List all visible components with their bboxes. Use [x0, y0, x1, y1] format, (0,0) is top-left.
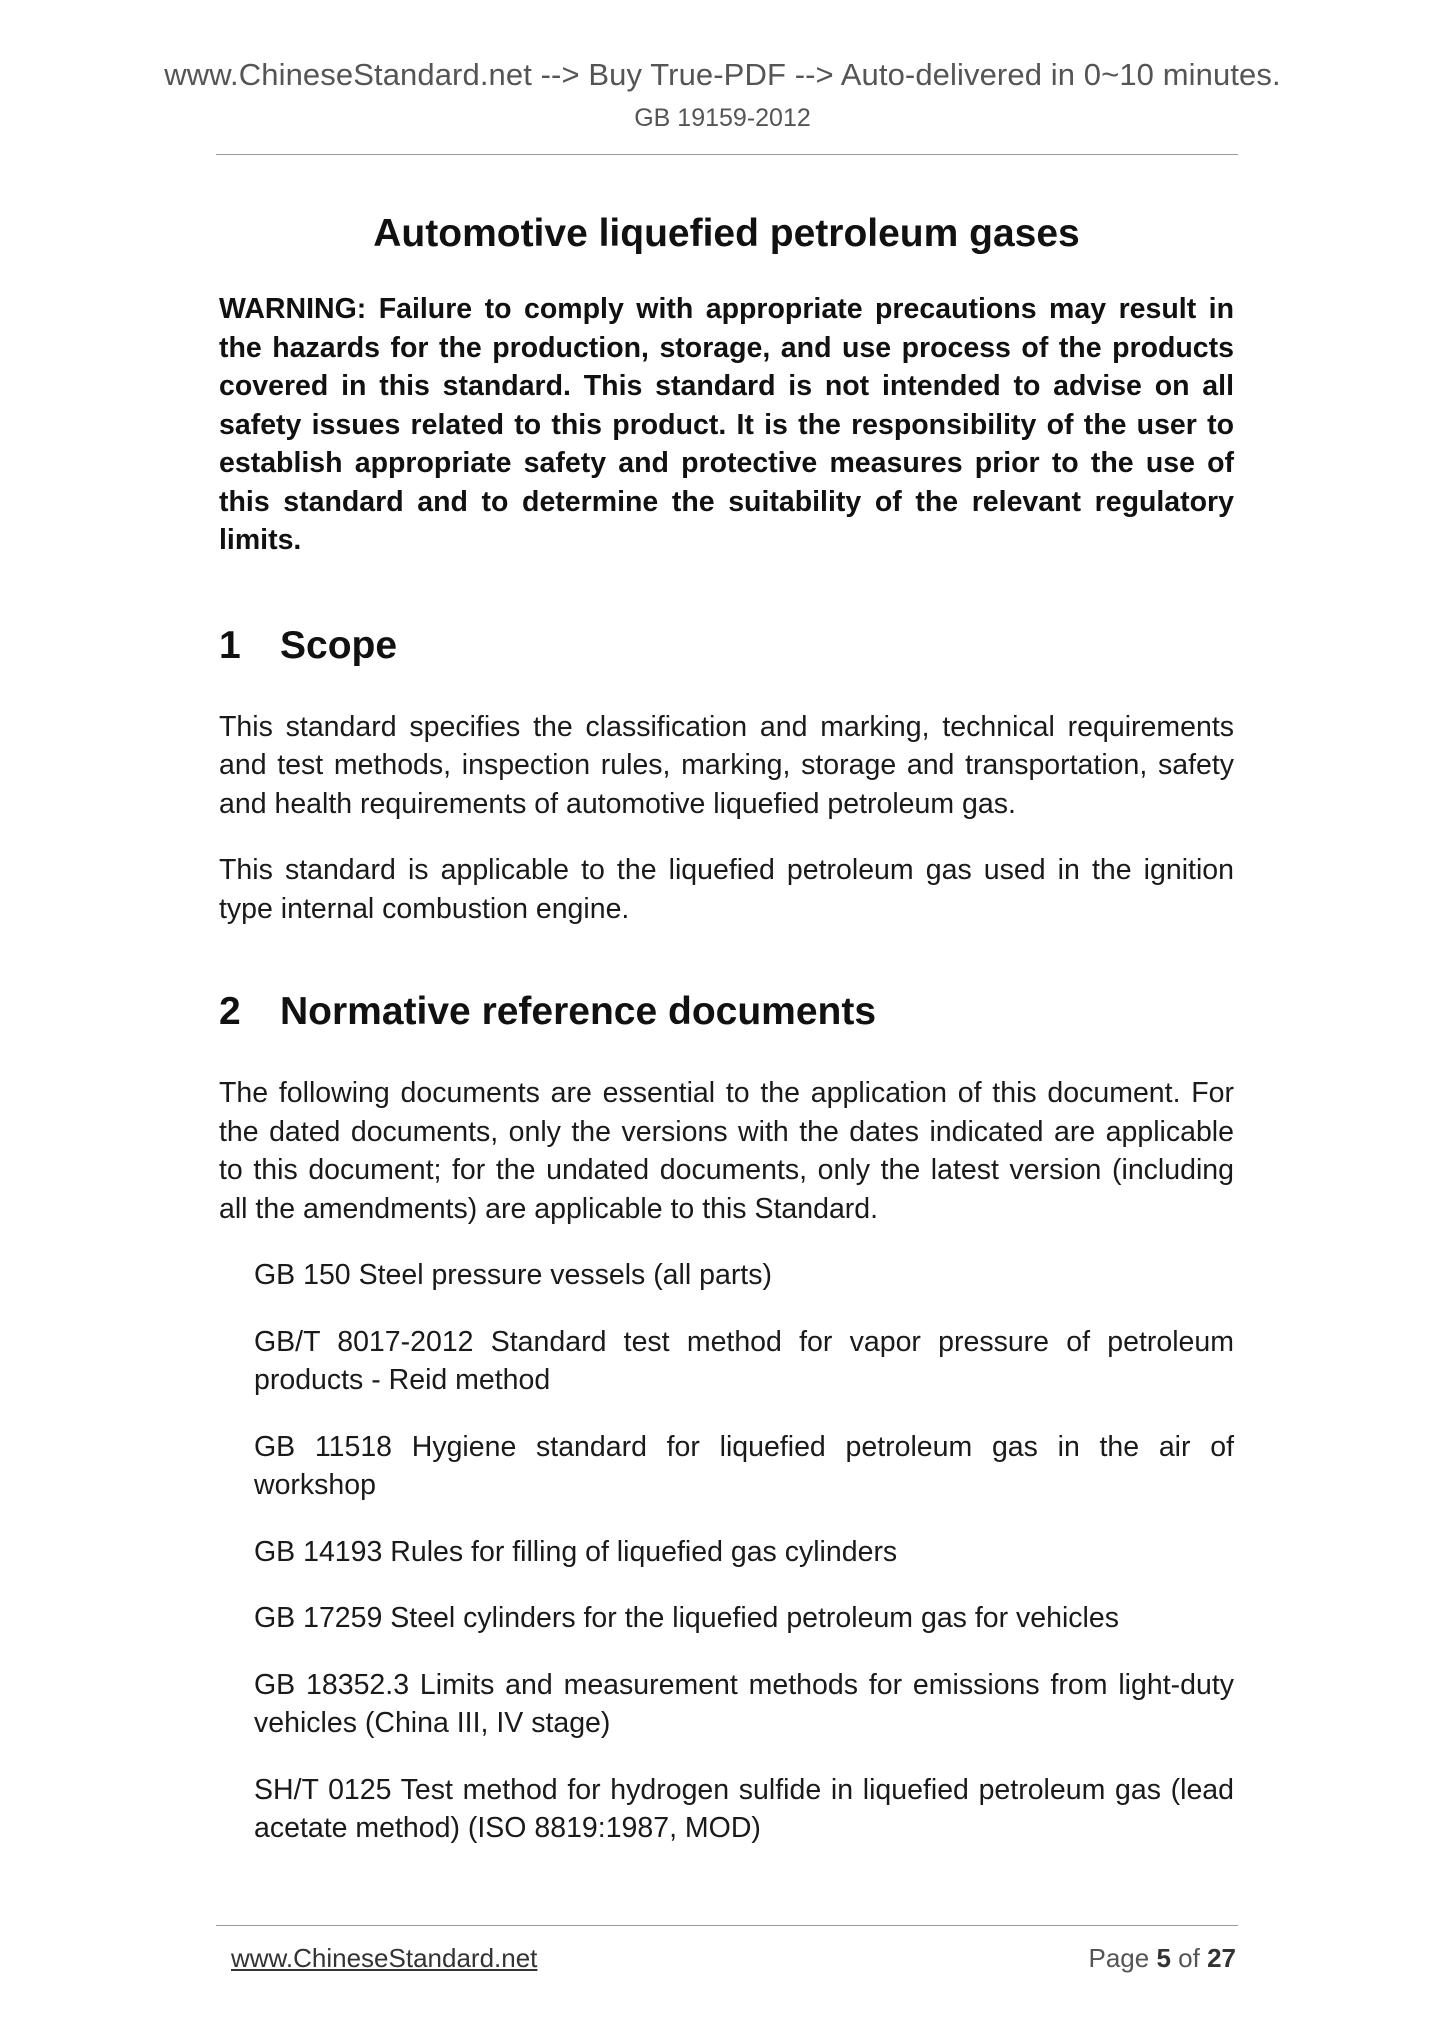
reference-item: GB/T 8017-2012 Standard test method for vapor pressure of petroleum products - Reid method — [254, 1325, 1234, 1396]
reference-item: SH/T 0125 Test method for hydrogen sulfide in liquefied petroleum gas (lead acetate method) (ISO 8819:1987, MOD) — [254, 1773, 1234, 1844]
reference-item: GB 17259 Steel cylinders for the liquefied petroleum gas for vehicles — [254, 1602, 1119, 1634]
scope-paragraph: This standard is applicable to the liquefied petroleum gas used in the ignition type internal combustion engine. — [219, 854, 1234, 925]
section-title: Normative reference documents — [280, 990, 877, 1033]
reference-list — [219, 1256, 1234, 1848]
reference-item: GB 11518 Hygiene standard for liquefied petroleum gas in the air of workshop — [254, 1430, 1234, 1501]
reference-item: GB 18352.3 Limits and measurement methods for emissions from light-duty vehicles (China III, IV stage) — [254, 1668, 1234, 1739]
warning-paragraph: WARNING: Failure to comply with appropriate precautions may result in the hazards for the production, storage, and use process of the products covered in this standard. This standard is not intended to advise on all safety issues related to this product. It is the responsibility of the user to establish appropriate safety and protective measures prior to the use of this standard and to determine the suitability of the relevant regulatory limits. — [219, 293, 1234, 556]
header-banner: www.ChineseStandard.net --> Buy True-PDF --> Auto-delivered in 0~10 minutes. — [164, 57, 1281, 92]
page-content — [219, 212, 1234, 1876]
reference-item: GB 14193 Rules for filling of liquefied gas cylinders — [254, 1535, 898, 1568]
header-divider — [216, 154, 1238, 155]
page-number — [1088, 1943, 1236, 1974]
footer-website-link[interactable]: www.ChineseStandard.net — [231, 1943, 538, 1973]
page-total: 27 — [1207, 1943, 1236, 1973]
page-current: 5 — [1156, 1943, 1171, 1973]
section-number: 1 — [219, 623, 241, 667]
scope-paragraph: This standard specifies the classification and marking, technical requirements and test methods, inspection rules, marking, storage and transportation, safety and health requirements of automotive liquefied petroleum gas. — [219, 710, 1234, 820]
reference-item: GB 150 Steel pressure vessels (all parts) — [254, 1259, 772, 1291]
section-heading-scope — [219, 624, 1234, 668]
page-of: of — [1178, 1943, 1200, 1973]
document-title: Automotive liquefied petroleum gases — [373, 212, 1080, 255]
standard-id: GB 19159-2012 — [634, 104, 811, 132]
section-number: 2 — [219, 990, 241, 1033]
section-heading-normative-references — [219, 990, 1234, 1034]
references-intro-paragraph: The following documents are essential to the application of this document. For the dated documents, only the versions with the dates indicated are applicable to this document; for the undated documents, only the latest version (including all the amendments) are applicable to this Standard. — [219, 1077, 1234, 1225]
page-prefix: Page — [1088, 1943, 1150, 1973]
footer-divider — [216, 1925, 1238, 1926]
section-title: Scope — [280, 623, 398, 667]
